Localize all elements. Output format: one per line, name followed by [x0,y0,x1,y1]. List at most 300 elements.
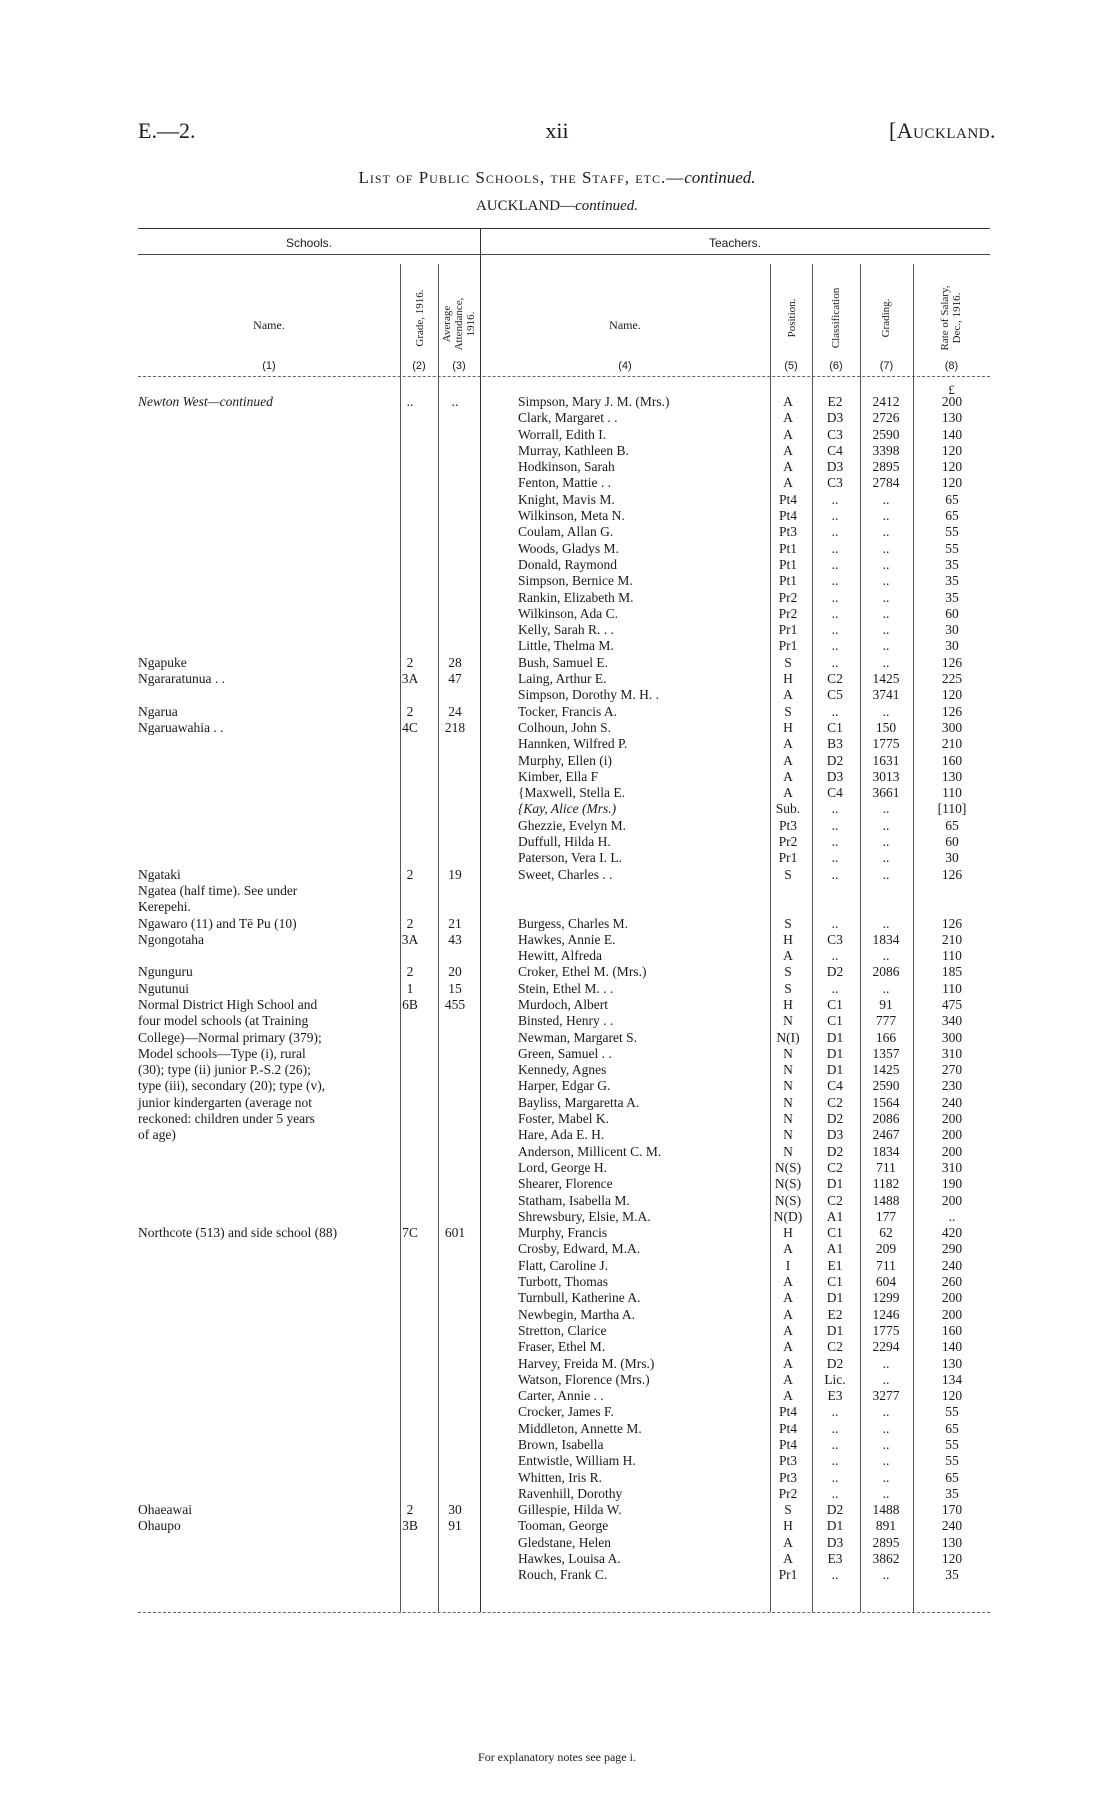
table-row [138,997,990,1013]
teacher-classification: .. [831,980,839,996]
teacher-salary: 200 [941,1127,963,1143]
table-row [138,1470,990,1486]
teacher-grading: 711 [876,1159,896,1175]
table-row [138,916,990,932]
teacher-position: I [785,1257,791,1273]
school-name: type (iii), secondary (20); type (v), [138,1078,326,1094]
col-school-name: Name. [253,318,285,332]
teacher-grading: .. [882,540,890,556]
teacher-name: Turbott, Thomas [518,1274,609,1290]
school-name: Ohaupo [138,1518,181,1534]
teacher-salary: 120 [941,459,963,475]
school-grade: 6B [402,996,418,1012]
teacher-salary: 170 [941,1502,963,1518]
teacher-grading: .. [882,1469,890,1485]
teacher-classification: .. [831,556,839,572]
teacher-grading: 1564 [872,1094,900,1110]
teacher-position: Pt1 [778,540,797,556]
teacher-salary: 140 [941,426,963,442]
teacher-position: H [783,996,793,1012]
teacher-classification: .. [831,1437,839,1452]
teacher-salary: 340 [941,1013,963,1029]
teacher-grading: 1834 [872,1143,900,1159]
teacher-grading: .. [882,573,890,589]
teacher-salary: 55 [945,1453,959,1469]
teacher-salary: 60 [945,834,959,850]
table-row [138,704,990,720]
teacher-grading: 604 [875,1274,897,1290]
school-attendance: .. [451,394,459,409]
teacher-grading: .. [882,1485,890,1501]
teacher-grading: .. [882,622,890,638]
table-row [138,720,990,736]
teacher-classification: .. [831,1567,839,1583]
teacher-name: Anderson, Millicent C. M. [518,1143,662,1159]
teacher-grading: .. [882,1371,890,1387]
school-grade: 3A [401,671,419,687]
teacher-grading: .. [882,1404,890,1420]
teacher-name: Lord, George H. [518,1159,607,1175]
teacher-name: Harper, Edgar G. [518,1078,611,1094]
teacher-position: A [783,426,793,442]
teacher-grading: 3661 [872,785,900,801]
table-row [138,1258,990,1274]
teacher-grading: 1425 [872,1062,900,1078]
teacher-salary: 300 [941,1029,963,1045]
school-name: Ngunguru [138,964,193,980]
school-attendance: 455 [444,996,466,1012]
table-row [138,1307,990,1323]
teacher-grading: .. [882,638,890,654]
teacher-name: Binsted, Henry . . [518,1013,614,1029]
school-name: four model schools (at Training [138,1013,309,1029]
table-row [138,524,990,540]
table-row [138,557,990,573]
teacher-name: Clark, Margaret . . [518,410,618,426]
col-position: Position. [786,298,798,338]
teacher-salary: 126 [941,866,963,882]
teacher-classification: D1 [826,1290,844,1306]
teacher-salary: 200 [941,1290,963,1306]
table-row [138,834,990,850]
teacher-position: S [784,1502,792,1518]
table-row [138,1567,990,1583]
teacher-position: Sub. [775,801,801,817]
table-row [138,590,990,606]
teacher-classification: C4 [827,1078,843,1094]
table-row [138,475,990,491]
teacher-salary: 65 [945,508,959,524]
teacher-grading: 1299 [872,1290,900,1306]
teacher-name: Green, Samuel . . [518,1045,612,1061]
teacher-classification: E2 [827,394,843,409]
table-row [138,1551,990,1567]
teacher-classification: .. [831,573,839,589]
teacher-classification: A1 [826,1241,844,1257]
teacher-name: Middleton, Annette M. [518,1420,642,1436]
teacher-classification: D2 [826,964,844,980]
teacher-position: Pt3 [778,1469,797,1485]
teacher-grading: 177 [875,1208,897,1224]
teacher-grading: 1834 [872,931,900,947]
teacher-name: Rankin, Elizabeth M. [518,589,634,605]
teacher-salary: 30 [945,622,959,638]
table-row [138,508,990,524]
teacher-grading: .. [882,491,890,507]
school-attendance: 47 [448,671,462,687]
teacher-salary: 110 [942,785,962,801]
teacher-grading: .. [882,850,890,866]
table-row [138,1290,990,1306]
teacher-grading: 91 [879,996,893,1012]
teacher-position: S [784,964,792,980]
teacher-grading: 1182 [872,1176,900,1192]
table-row [138,850,990,866]
table-row [138,948,990,964]
teacher-name: Entwistle, William H. [518,1453,636,1469]
table-row [138,1388,990,1404]
teacher-name: Murdoch, Albert [518,996,608,1012]
teacher-salary: 35 [945,1485,959,1501]
teacher-name: Kimber, Ella F [518,768,599,784]
school-attendance: 30 [448,1502,462,1518]
teacher-classification: E3 [827,1551,843,1567]
page-number: xii [545,118,569,143]
school-attendance: 21 [448,915,462,931]
table-row [138,1356,990,1372]
teacher-position: A [783,1371,793,1387]
teacher-salary: 35 [945,556,959,572]
teacher-position: S [784,866,792,882]
teacher-position: A [783,687,793,703]
table-row [138,1111,990,1127]
teacher-name: Fenton, Mattie . . [518,475,611,491]
teacher-classification: Lic. [824,1371,846,1387]
teacher-salary: 120 [941,475,963,491]
teacher-classification: C1 [827,1225,843,1241]
teacher-classification: .. [831,1453,839,1469]
teacher-position: N(D) [773,1208,803,1224]
table-row [138,671,990,687]
teacher-name: Wilkinson, Ada C. [518,605,618,621]
teacher-name: Sweet, Charles . . [518,866,613,882]
teacher-position: A [783,752,793,768]
teachers-group-heading: Teachers. [708,236,762,250]
teacher-classification: D1 [826,1029,844,1045]
school-name: Ngapuke [138,654,187,670]
teacher-name: Newbegin, Martha A. [518,1306,635,1322]
teacher-classification: .. [831,948,839,964]
teacher-position: A [783,785,793,801]
teacher-classification: C2 [827,1159,843,1175]
teacher-grading: 2726 [872,410,900,426]
table-row [138,1176,990,1192]
teacher-name: Burgess, Charles M. [518,915,628,931]
teacher-position: H [783,1518,793,1534]
teacher-position: A [783,442,793,458]
teacher-salary: 225 [941,671,963,687]
teacher-classification: .. [831,1420,839,1436]
teacher-grading: 2294 [872,1339,900,1355]
teacher-name: Stein, Ethel M. . . [518,980,614,996]
teacher-salary: 130 [941,1534,963,1550]
table-row [138,1013,990,1029]
teacher-classification: C3 [827,475,843,491]
school-grade: 2 [406,703,414,719]
teacher-classification: C2 [827,671,843,687]
school-grade: 2 [406,866,414,882]
teacher-salary: 30 [945,638,959,654]
teacher-name: Simpson, Mary J. M. (Mrs.) [518,394,670,409]
teacher-grading: .. [882,834,890,850]
school-grade: 4C [402,719,418,735]
school-attendance: 19 [448,866,462,882]
teacher-grading: 166 [875,1029,897,1045]
teacher-position: Pr1 [778,850,798,866]
teacher-grading: .. [882,866,890,882]
col-classification: Classification [830,287,842,349]
school-grade: .. [406,394,414,409]
teacher-position: A [783,1274,793,1290]
teacher-grading: 3277 [872,1388,900,1404]
teacher-name: Kennedy, Agnes [518,1062,607,1078]
teacher-position: Pt4 [778,1404,797,1420]
teacher-name: Turnbull, Katherine A. [518,1290,641,1306]
table-row [138,1046,990,1062]
teacher-position: A [783,1551,793,1567]
teacher-classification: C5 [827,687,843,703]
school-name: Newton West—continued [138,394,273,409]
teacher-name: Coulam, Allan G. [518,524,614,540]
school-name: Normal District High School and [138,996,318,1012]
table-row [138,1225,990,1241]
teacher-name: Donald, Raymond [518,556,617,572]
table-row [138,622,990,638]
teacher-grading: 2590 [872,426,900,442]
teacher-salary: 310 [941,1045,963,1061]
teacher-salary: 55 [945,540,959,556]
school-name: Ngarua [138,703,178,719]
teacher-salary: 130 [941,410,963,426]
table-row [138,655,990,671]
teacher-grading: 2086 [872,1111,900,1127]
table-row [138,1421,990,1437]
teacher-grading: .. [882,524,890,540]
teacher-name: Colhoun, John S. [518,719,612,735]
table-row [138,638,990,654]
teacher-salary: 270 [941,1062,963,1078]
teacher-salary: 190 [941,1176,963,1192]
school-name: of age) [138,1127,176,1143]
teacher-classification: .. [831,834,839,850]
teacher-name: Shearer, Florence [518,1176,613,1192]
teacher-grading: 2895 [872,1534,900,1550]
teacher-position: A [783,459,793,475]
table-row [138,801,990,817]
title-continued: continued. [684,168,756,187]
table-row [138,1372,990,1388]
teacher-classification: B3 [827,736,843,752]
col-num-7: (7) [879,360,894,372]
teacher-classification: D1 [826,1045,844,1061]
teacher-position: Pr1 [778,638,798,654]
teacher-classification: C2 [827,1094,843,1110]
teacher-grading: 3741 [872,687,900,703]
teacher-name: Simpson, Dorothy M. H. . [518,687,660,703]
teacher-grading: .. [882,556,890,572]
school-name: reckoned: children under 5 years [138,1111,315,1127]
teacher-salary: 110 [942,948,962,964]
col-teacher-name: Name. [609,318,641,332]
teacher-grading: 3013 [872,768,900,784]
teacher-position: N [783,1111,793,1127]
school-name: Kerepehi. [138,899,191,915]
teacher-grading: .. [882,817,890,833]
teacher-name: Murphy, Ellen (i) [518,752,612,768]
teacher-classification: D2 [826,1502,844,1518]
teacher-classification: C1 [827,719,843,735]
teacher-position: A [783,1241,793,1257]
teacher-salary: 120 [941,442,963,458]
teacher-salary: 65 [945,1420,959,1436]
teacher-name: Foster, Mabel K. [518,1111,609,1127]
teacher-position: N [783,1078,793,1094]
teacher-salary: 120 [941,1551,963,1567]
teacher-name: Laing, Arthur E. [518,671,607,687]
teacher-position: A [783,1534,793,1550]
teacher-grading: .. [882,1567,890,1583]
table-row [138,1535,990,1551]
teacher-position: H [783,671,793,687]
teacher-grading: 209 [875,1241,897,1257]
table-row [138,459,990,475]
teacher-classification: .. [831,1404,839,1420]
teacher-salary: 160 [941,752,963,768]
teacher-classification: C1 [827,1274,843,1290]
teacher-classification: .. [831,622,839,638]
teacher-grading: .. [882,589,890,605]
teacher-position: H [783,931,793,947]
teacher-position: Pt3 [778,1453,797,1469]
title-main: List of Public Schools, the Staff, etc.— [358,168,685,187]
teacher-name: Hodkinson, Sarah [518,459,615,475]
school-name: College)—Normal primary (379); [138,1029,322,1045]
school-name: Northcote (513) and side school (88) [138,1225,338,1241]
teacher-position: Pt1 [778,573,797,589]
teacher-salary: 230 [941,1078,963,1094]
teacher-salary: .. [948,1208,956,1224]
table-row [138,1274,990,1290]
teacher-salary: 65 [945,817,959,833]
teacher-salary: 126 [941,654,963,670]
teacher-classification: C2 [827,1192,843,1208]
teacher-name: Tooman, George [518,1518,609,1534]
teacher-salary: 240 [941,1518,963,1534]
teacher-classification: D1 [826,1322,844,1338]
teacher-position: N [783,1013,793,1029]
teacher-grading: 3862 [872,1551,900,1567]
table-row [138,1323,990,1339]
teacher-name: Newman, Margaret S. [518,1029,637,1045]
teacher-classification: E3 [827,1388,843,1404]
table-row [138,981,990,997]
teacher-classification: C4 [827,785,843,801]
teacher-salary: 130 [941,768,963,784]
teacher-position: H [783,1225,793,1241]
table-row [138,1030,990,1046]
teacher-position: A [783,1388,793,1404]
teacher-position: H [783,719,793,735]
teacher-name: Paterson, Vera I. L. [518,850,622,866]
teacher-salary: 200 [941,394,963,409]
col-num-8: (8) [944,360,959,372]
teacher-classification: .. [831,491,839,507]
teacher-position: Pr1 [778,1567,798,1583]
teacher-grading: 2895 [872,459,900,475]
teacher-salary: 300 [941,719,963,735]
table-body [138,394,990,1584]
teacher-position: Pt3 [778,524,797,540]
table-row [138,1241,990,1257]
teacher-classification: D2 [826,752,844,768]
table-row [138,1144,990,1160]
teacher-grading: 62 [879,1225,893,1241]
teacher-classification: E1 [827,1257,843,1273]
teacher-name: Flatt, Caroline J. [518,1257,608,1273]
teacher-position: N [783,1094,793,1110]
school-name: Ngawaro (11) and Tē Pu (10) [138,915,297,931]
teacher-classification: .. [831,1469,839,1485]
teacher-salary: 120 [941,687,963,703]
table-row [138,1437,990,1453]
table-row [138,1404,990,1420]
teacher-grading: 777 [875,1013,897,1029]
school-attendance: 601 [444,1225,466,1241]
teacher-grading: 1488 [872,1502,900,1518]
school-name: Ngataki [138,866,181,882]
teacher-classification: D1 [826,1176,844,1192]
school-attendance: 28 [448,654,462,670]
teacher-position: Pr2 [778,1485,798,1501]
teacher-classification: .. [831,850,839,866]
teacher-position: A [783,410,793,426]
teacher-position: Pt4 [778,491,797,507]
teacher-classification: C2 [827,1339,843,1355]
teacher-salary: 120 [941,1388,963,1404]
page-ref: E.—2. [138,118,196,143]
school-name: Ngatea (half time). See under [138,882,298,898]
teacher-salary: 35 [945,589,959,605]
col-num-4: (4) [618,360,632,372]
teacher-salary: 110 [942,980,962,996]
teacher-grading: 711 [876,1257,896,1273]
teacher-name: Hewitt, Alfreda [518,948,602,964]
teacher-salary: 160 [941,1322,963,1338]
school-name: Ngaruawahia . . [138,719,224,735]
table-row [138,1193,990,1209]
teacher-position: N [783,1127,793,1143]
teacher-position: A [783,1306,793,1322]
teacher-name: Stretton, Clarice [518,1322,607,1338]
teacher-position: A [783,736,793,752]
table-row [138,687,990,703]
table-row [138,867,990,883]
teacher-classification: E2 [827,1306,843,1322]
table-row [138,883,990,899]
teacher-classification: D1 [826,1062,844,1078]
teacher-name: Bayliss, Margaretta A. [518,1094,640,1110]
teacher-salary: 130 [941,1355,963,1371]
